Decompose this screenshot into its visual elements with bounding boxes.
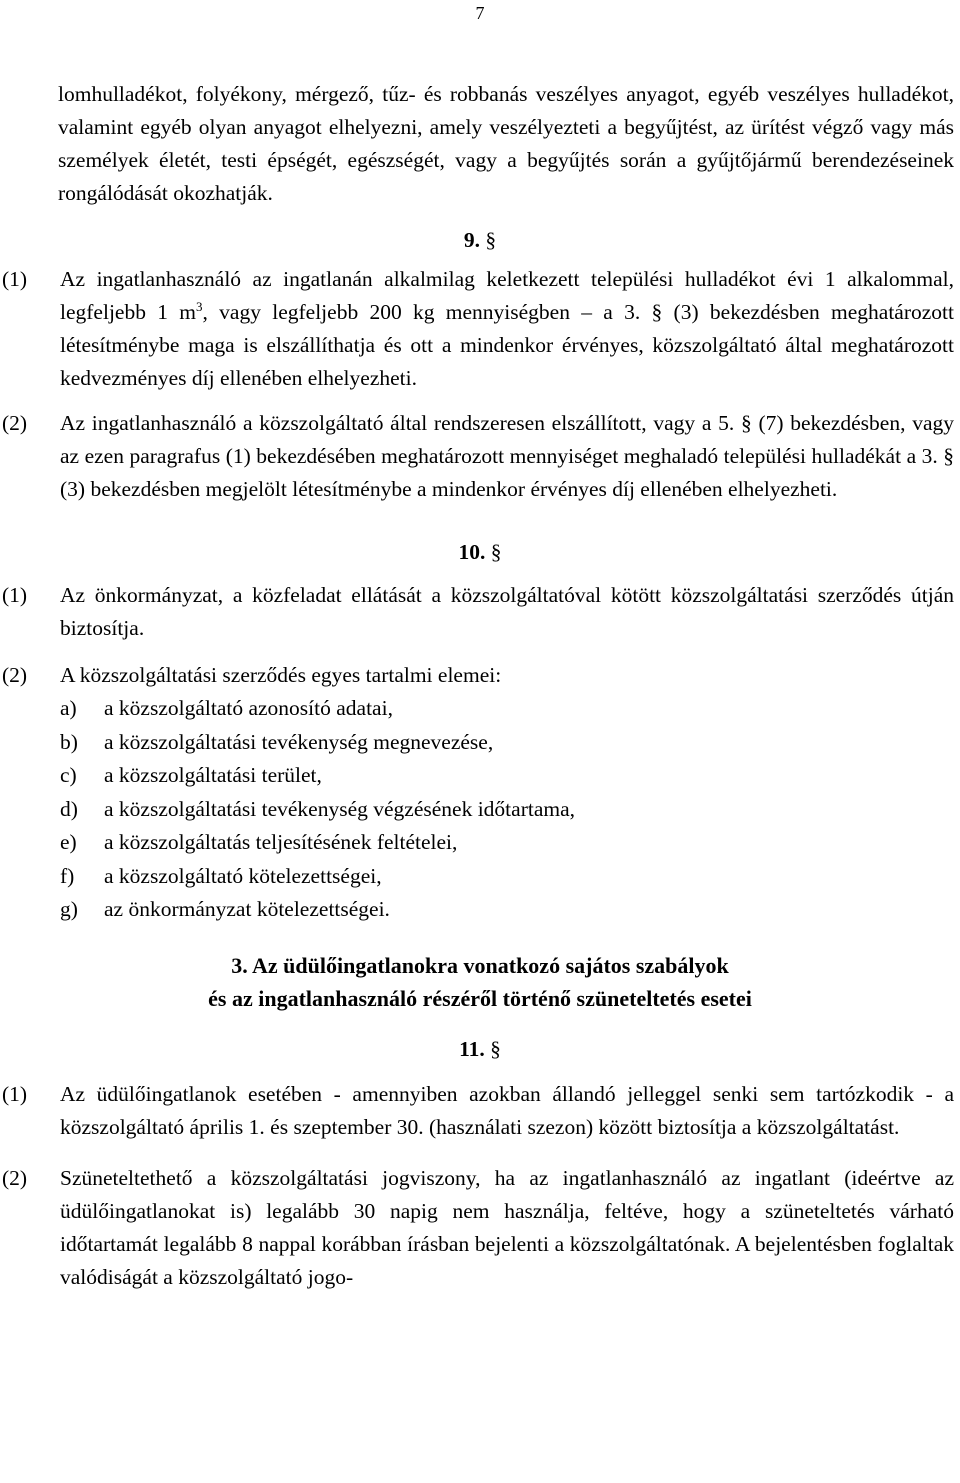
page-number: 7: [475, 3, 485, 23]
list-item-label: a): [60, 696, 77, 720]
paragraph-text: A közszolgáltatási szerződés egyes tartalmi elemei:: [60, 663, 502, 687]
paragraph-text: Az ingatlanhasználó az ingatlanán alkalmilag keletkezett települési hulladékot évi 1 alkalommal, legfeljebb 1 m: [60, 267, 954, 324]
paragraph-number: (1): [2, 583, 28, 607]
section-sign: §: [485, 228, 497, 252]
section-sign: §: [490, 1036, 501, 1061]
list-item-text: a közszolgáltató kötelezettségei,: [104, 863, 382, 888]
list-item-label: c): [60, 763, 77, 787]
section-11-paragraph-2: [2, 1162, 954, 1294]
paragraph-text: Az önkormányzat, a közfeladat ellátását a közszolgáltatóval kötött közszolgáltatási szerződés útján biztosítja.: [60, 583, 954, 640]
list-item: [60, 826, 960, 860]
paragraph-text: Szüneteltethető a közszolgáltatási jogviszony, ha az ingatlanhasználó az ingatlant (ideértve az üdülőingatlanokat is) legalább 30 napig nem használja, feltéve, hogy a szüneteltetés várható időtartamát legalább 8 nappal korábban írásban bejelenti a közszolgáltatónak. A bejelentésben foglaltak valódiságát a közszolgáltató jogo-: [60, 1165, 954, 1289]
section-11-paragraph-1: [2, 1078, 954, 1144]
list-item-label: b): [60, 729, 78, 754]
section-sign: §: [490, 540, 502, 564]
list-item: [60, 860, 960, 894]
section-number: 10.: [458, 540, 486, 564]
list-item: [60, 893, 960, 927]
superscript: 3: [196, 298, 203, 314]
paragraph-text-cont: , vagy legfeljebb 200 kg mennyiségben – a 3. § (3) bekezdésben meghatározott létesítménybe maga is elszállíthatja és ott a mindenkor érvényes, közszolgáltató által meghatározott kedvezményes díj ellenében elhelyezheti.: [60, 300, 954, 390]
section-11-title: [0, 1033, 960, 1066]
section-9-paragraph-2: [2, 407, 954, 506]
contract-elements-list: [60, 692, 960, 927]
section-9-title: [0, 224, 960, 257]
list-item-text: a közszolgáltatás teljesítésének feltételei,: [104, 830, 458, 854]
list-item: [60, 759, 960, 793]
list-item-label: g): [60, 897, 78, 921]
list-item-text: a közszolgáltatási tevékenység megnevezése,: [104, 729, 494, 754]
section-10-paragraph-1: [2, 579, 954, 645]
list-item-label: e): [60, 830, 77, 854]
section-10-title: [0, 536, 960, 569]
list-item: [60, 793, 960, 827]
section-9-paragraph-1: [2, 263, 954, 395]
list-item-label: d): [60, 796, 78, 821]
paragraph-text: Az ingatlanhasználó a közszolgáltató által rendszeresen elszállított, vagy a 5. § (7) bekezdésben, vagy az ezen paragrafus (1) bekezdésében meghatározott mennyiséget meghaladó települési hulladékát a 3. § (3) bekezdésben megjelölt létesítménybe a mindenkor érvényes díj ellenében elhelyezheti.: [60, 411, 954, 501]
section-number: 9.: [463, 228, 480, 252]
list-item-text: a közszolgáltató azonosító adatai,: [104, 696, 393, 720]
list-item-text: az önkormányzat kötelezettségei.: [104, 897, 390, 921]
list-item: [60, 726, 960, 760]
chapter-heading: [0, 949, 960, 1015]
list-item-text: a közszolgáltatási terület,: [104, 763, 322, 787]
paragraph-number: (2): [2, 411, 28, 435]
section-number: 11.: [459, 1036, 485, 1061]
list-item-label: f): [60, 863, 75, 888]
section-10-paragraph-2: [2, 659, 954, 692]
document-body: [0, 78, 960, 1294]
list-item: [60, 692, 960, 726]
paragraph-number: (1): [2, 1081, 28, 1106]
chapter-heading-line-1: 3. Az üdülőingatlanokra vonatkozó sajátos szabályok: [231, 952, 729, 978]
paragraph-number: (2): [2, 663, 28, 687]
paragraph-number: (1): [2, 267, 28, 291]
paragraph-number: (2): [2, 1165, 28, 1190]
intro-paragraph: lomhulladékot, folyékony, mérgező, tűz- és robbanás veszélyes anyagot, egyéb veszélyes hulladékot, valamint egyéb olyan anyagot elhelyezni, amely veszélyezteti a begyűjtést, az ürítést végző vagy más személyek életét, testi épségét, egészségét, vagy a begyűjtés során a gyűjtőjármű berendezéseinek rongálódását okozhatják.: [58, 82, 954, 205]
list-item-text: a közszolgáltatási tevékenység végzésének időtartama,: [104, 796, 576, 821]
paragraph-text: Az üdülőingatlanok esetében - amennyiben azokban állandó jelleggel senki sem tartózkodik - a közszolgáltató április 1. és szeptember 30. (használati szezon) között biztosítja a közszolgáltatást.: [60, 1081, 954, 1139]
chapter-heading-line-2: és az ingatlanhasználó részéről történő szüneteltetés esetei: [208, 985, 752, 1011]
